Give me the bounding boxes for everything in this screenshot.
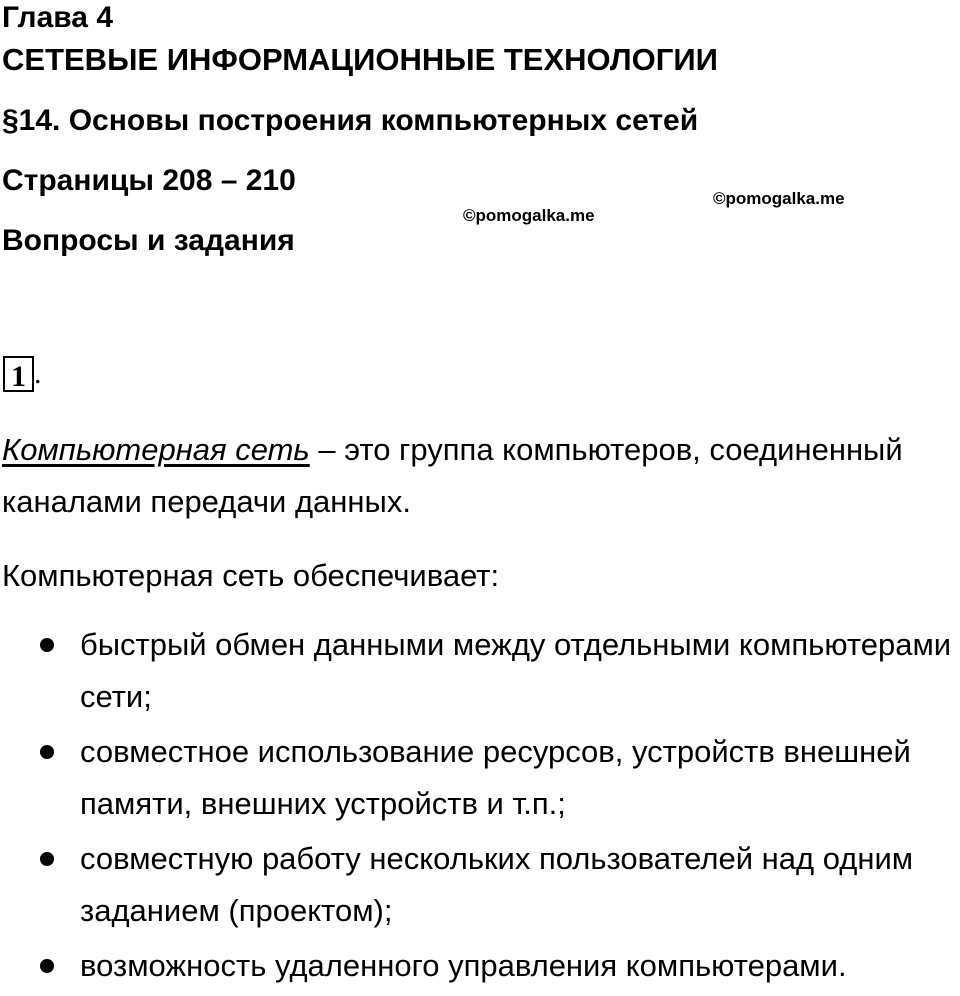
watermark: ©pomogalka.me [713,189,845,208]
bullet-icon [40,638,54,652]
list-item [0,940,960,992]
task-number [3,352,42,392]
definition-text: – это группа компьютеров, соединенный каналами передачи данных. [2,432,903,519]
bullet-icon [40,852,54,866]
list-item [0,726,960,830]
section-title: §14. Основы построения компьютерных сетей [2,104,699,137]
bullet-list [0,619,960,995]
bullet-icon [40,959,54,973]
bullet-icon [40,745,54,759]
questions-heading: Вопросы и задания [2,224,295,257]
list-item-text: совместную работу нескольких пользователей над одним заданием (проектом); [80,841,914,928]
pages-range: Страницы 208 – 210 [2,164,296,197]
intro-paragraph: Компьютерная сеть обеспечивает: [2,558,500,593]
chapter-title: СЕТЕВЫЕ ИНФОРМАЦИОННЫЕ ТЕХНОЛОГИИ [2,42,718,77]
list-item-text: совместное использование ресурсов, устройств внешней памяти, внешних устройств и т.п.; [80,734,911,821]
definition-term: Компьютерная сеть [2,432,310,467]
task-number-dot: . [34,357,42,390]
list-item [0,619,960,723]
definition-paragraph [2,424,952,528]
list-item-text: возможность удаленного управления компьютерами. [80,948,847,983]
task-number-box: 1 [3,356,34,392]
list-item [0,833,960,937]
watermark: ©pomogalka.me [463,206,595,225]
list-item-text: быстрый обмен данными между отдельными компьютерами сети; [80,627,952,714]
chapter-label: Глава 4 [2,1,114,34]
